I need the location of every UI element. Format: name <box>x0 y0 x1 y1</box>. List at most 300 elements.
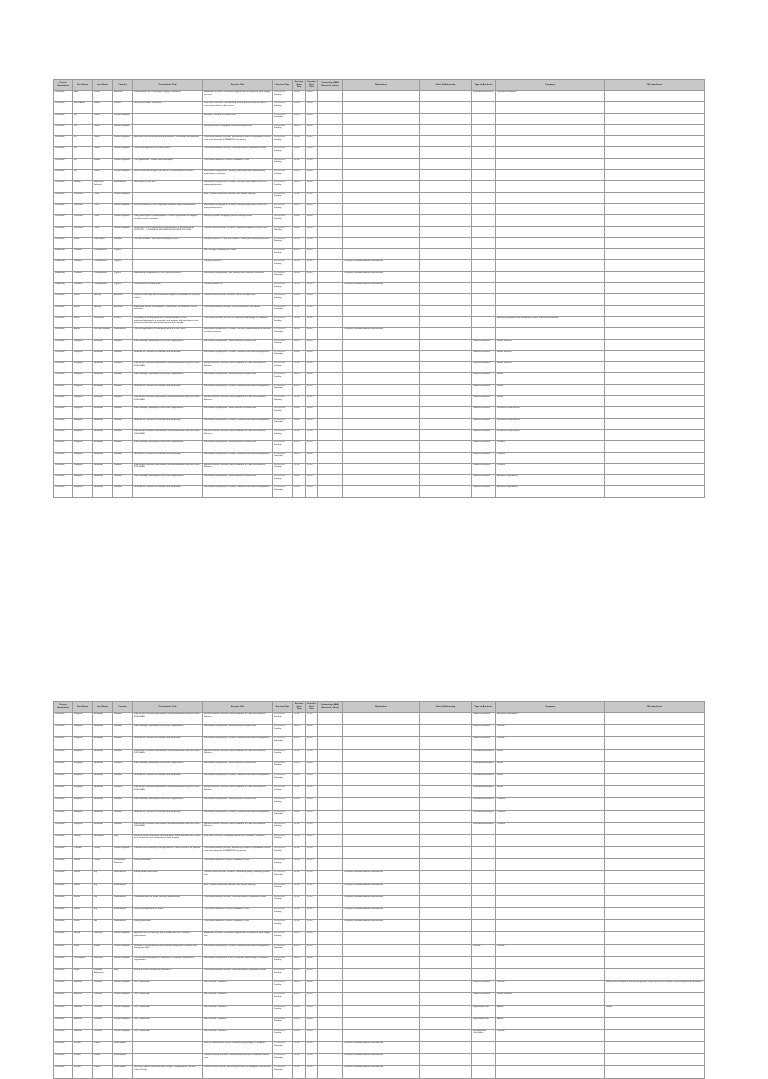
table-cell: 11:30 <box>293 237 306 248</box>
table-cell: Ely <box>93 895 113 907</box>
table-cell: Educational symposium - Birth Nutrition in whole fund <box>203 407 273 418</box>
table-cell: Baxter will be limited to discussing general clinical practice in relation to post-implantation guidance <box>605 981 705 993</box>
table-cell: 09:00 <box>293 810 306 822</box>
table-cell <box>496 1054 605 1066</box>
table-cell <box>605 441 705 452</box>
table-cell: Concurrent SAGENS Clinical Paediatrics Care <box>203 908 273 920</box>
table-cell: 17-10-2022 Saturday <box>273 1066 293 1078</box>
table-cell: 09:00 <box>306 294 318 305</box>
table-cell: Moderator <box>54 249 73 260</box>
table-cell <box>343 158 420 169</box>
table-cell: 16-10-2022 Sunday <box>273 883 293 895</box>
table-cell: Concurrent SAGENS Clinical Paediatrics Care <box>203 920 273 932</box>
table-cell: 09:30 <box>306 91 318 102</box>
table-cell: Plenary session IV: Join our children - share your following success <box>203 237 273 248</box>
table-cell: Family Education <box>133 920 203 932</box>
table-cell: 11:30 <box>306 429 318 440</box>
table-row <box>54 1005 705 1017</box>
table-cell: 09:00 <box>293 350 306 361</box>
table-cell: 09:00 <box>293 981 306 993</box>
table-row <box>54 761 705 773</box>
column-header: First Name <box>73 702 93 713</box>
table-cell: Presenter <box>54 294 73 305</box>
table-cell <box>496 192 605 203</box>
table-cell: 17-10-2022 Saturday <box>273 773 293 785</box>
column-header: Last Name <box>93 80 113 91</box>
table-cell <box>605 91 705 102</box>
table-cell <box>472 226 496 237</box>
table-cell <box>318 993 343 1005</box>
table-cell <box>318 871 343 883</box>
table-cell <box>420 1054 472 1066</box>
table-cell <box>343 1017 420 1029</box>
table-cell: 16-10-2022 Sunday <box>273 761 293 773</box>
table-cell: Clinical implications of changing practice in the Dutch <box>133 328 203 339</box>
table-cell <box>420 773 472 785</box>
table-cell: 11:30 <box>306 1042 318 1054</box>
table-cell: 16-10-2022 Sunday <box>273 441 293 452</box>
table-cell <box>318 339 343 350</box>
table-row <box>54 316 705 327</box>
table-cell: 11:30 <box>306 237 318 248</box>
table-cell: General Business <box>472 981 496 993</box>
table-cell: United Kingdom <box>113 993 133 1005</box>
table-cell: Parental free Enhancing nursing practice - Brief research for parents <box>133 847 203 859</box>
table-row <box>54 452 705 463</box>
table-row <box>54 215 705 226</box>
table-header-row <box>54 80 705 91</box>
table-cell <box>420 316 472 327</box>
table-cell: United Kingdom <box>113 192 133 203</box>
table-cell: 16-10-2022 Sunday <box>273 834 293 846</box>
table-cell: Bramaldi <box>93 463 113 474</box>
table-cell: 09:00 <box>293 956 306 968</box>
table-cell: Bramaldi <box>93 749 113 761</box>
table-cell: 16-10-2022 Sunday <box>273 362 293 373</box>
table-cell: Educational symposium - Birth Nutrition in whole fund <box>203 761 273 773</box>
table-cell <box>472 1066 496 1078</box>
table-cell: Nicole <box>73 932 93 944</box>
table-cell: Netherlands <box>113 895 133 907</box>
table-cell: 16-10-2022 Sunday <box>273 429 293 440</box>
table-cell: 09:00 <box>306 384 318 395</box>
table-cell: Ausnutria Ingredients <box>496 475 605 486</box>
table-cell <box>343 170 420 181</box>
table-cell: Plenary session VII <box>203 283 273 294</box>
table-cell: Educational symposium: SOBER: Nutrition and Infant Management <box>203 384 273 395</box>
table-cell: Dillabaly Aliganzuy <box>93 968 113 980</box>
table-cell: Bramaldi <box>93 441 113 452</box>
table-cell <box>318 158 343 169</box>
table-cell <box>605 215 705 226</box>
table-cell: 11:00 <box>293 859 306 871</box>
table-cell: United Kingdom <box>113 124 133 135</box>
table-cell: 09:00 <box>293 1017 306 1029</box>
table-cell: Infant feeding: advantages and future supplements? <box>133 339 203 350</box>
table-cell: Cauhana Sharaburu Athina Kamilitsivaki <box>343 871 420 883</box>
table-cell: Presenter <box>54 932 73 944</box>
table-cell: Australia <box>113 294 133 305</box>
table-cell: Intervention nutrition requirements and determination from the WHO, ESPGHAN <box>133 429 203 440</box>
table-cell: Assessor free Enhancing nursing practice - evaluation and portfolio <box>133 136 203 147</box>
table-cell <box>318 316 343 327</box>
table-cell: 11:00 <box>293 316 306 327</box>
table-cell <box>420 192 472 203</box>
table-cell <box>472 859 496 871</box>
table-cell: Benefit research Session: Birth Feedback in Peds and Nutrition Balance <box>203 786 273 798</box>
table-cell: Bramaldi <box>93 373 113 384</box>
table-cell: United Kingdom <box>113 847 133 859</box>
table-cell: GIFT Immersion <box>133 1029 203 1041</box>
table-cell: Concurrent SAGENS Clinical Paediatrics Care <box>203 859 273 871</box>
table-cell <box>318 147 343 158</box>
table-cell: Presenter <box>54 944 73 956</box>
table-cell <box>496 908 605 920</box>
table-cell <box>420 158 472 169</box>
table-cell: 09:00 <box>293 486 306 497</box>
table-cell: Netherlands <box>113 328 133 339</box>
table-row <box>54 441 705 452</box>
table-cell: 11:30 <box>306 283 318 294</box>
table-cell <box>605 737 705 749</box>
table-cell: 11:00 <box>306 192 318 203</box>
table-cell <box>420 260 472 271</box>
table-cell: 16-10-2022 Sunday <box>273 181 293 192</box>
table-cell <box>605 932 705 944</box>
table-cell: Italy <box>113 968 133 980</box>
table-cell <box>496 147 605 158</box>
table-cell: Presenter <box>54 396 73 407</box>
table-cell <box>318 226 343 237</box>
table-cell: Sweden <box>113 384 133 395</box>
table-cell: General Business <box>472 452 496 463</box>
column-header: Type of Business <box>472 80 496 91</box>
table-cell: When to pursue and when to discontinue: when intensive care ,when to re-invent the new innovation of fetal surgery <box>133 834 203 846</box>
table-cell: United Kingdom <box>113 956 133 968</box>
table-cell: Presenter <box>54 124 73 135</box>
table-cell: 09:00 <box>293 1029 306 1041</box>
table-cell: Intervention nutrition requirements and determination from the WHO, ESPGHAN <box>133 463 203 474</box>
table-cell: Infant feeding: advantages and future supplements? <box>133 725 203 737</box>
table-cell <box>496 968 605 980</box>
table-cell: Bell Session: Pediatrics <box>203 993 273 1005</box>
table-cell: Presenter <box>54 136 73 147</box>
table-cell <box>472 102 496 113</box>
table-cell <box>318 773 343 785</box>
table-cell: Educational symposium: SOBER: Nutrition and Infant Management <box>203 773 273 785</box>
table-cell: Marghae <box>73 407 93 418</box>
column-header: Other Relationship <box>420 702 472 713</box>
table-cell: Cauhana Sharaburu Athina Kamilitsivaki <box>343 328 420 339</box>
table-cell <box>605 203 705 214</box>
table-cell: 09:00 <box>306 452 318 463</box>
table-cell: Prolacta <box>496 463 605 474</box>
table-cell: 16-10-2022 Sunday <box>273 859 293 871</box>
table-cell <box>605 1066 705 1078</box>
table-cell: GIFT Immersion <box>133 981 203 993</box>
table-cell: 09:00 <box>293 944 306 956</box>
table-cell: Feasibility of dosing protocol & Pharmacokinetic of the amikacin/tobramycin in neonates and preterm with gentamicin and premature-fed trials with extremely low birth weight <box>133 316 203 327</box>
table-cell <box>420 271 472 282</box>
table-cell <box>605 362 705 373</box>
table-cell: Bramaldi <box>93 362 113 373</box>
table-cell: 10:30 <box>306 147 318 158</box>
table-cell: 09:00 <box>306 968 318 980</box>
table-cell: Educational symposium: SOBER: Nursing Baby Stress Focus on integrated practice <box>203 203 273 214</box>
table-cell: Yabatuo <box>73 271 93 282</box>
table-cell <box>420 124 472 135</box>
table-cell: Educational symposium - Birth Nutrition in whole fund <box>203 725 273 737</box>
table-cell <box>318 350 343 361</box>
table-cell <box>318 181 343 192</box>
table-cell <box>318 1005 343 1017</box>
table-cell: 11:30 <box>306 316 318 327</box>
table-cell <box>605 418 705 429</box>
table-cell <box>318 396 343 407</box>
table-cell <box>343 761 420 773</box>
table-cell <box>343 294 420 305</box>
table-cell <box>605 136 705 147</box>
table-cell: Presenter <box>54 810 73 822</box>
table-cell: 11:30 <box>306 260 318 271</box>
table-cell: Lactalis <box>496 1029 605 1041</box>
table-cell: 09:00 <box>293 418 306 429</box>
table-cell: Infant feeding: advantages and future supplements? <box>133 407 203 418</box>
table-cell: 11:00 <box>293 749 306 761</box>
table-cell: 11:30 <box>306 908 318 920</box>
table-cell: Presenter <box>54 147 73 158</box>
table-cell: Presenter <box>54 993 73 1005</box>
table-cell: Presenter <box>54 181 73 192</box>
table-cell: Concurrent plenary session: Enhancing research in paediatric critical care and maternity SUMMATIVE of practice <box>203 136 273 147</box>
table-cell <box>472 113 496 124</box>
table-cell: Concurrent plenary session: Communication in paediatric health <box>203 147 273 158</box>
table-cell <box>318 883 343 895</box>
table-cell <box>605 158 705 169</box>
table-cell: 09:00 <box>293 407 306 418</box>
table-cell: Cauhana Sharaburu Athina Kamilitsivaki <box>343 920 420 932</box>
column-header: Country <box>113 80 133 91</box>
table-cell: Jones <box>93 124 113 135</box>
table-cell: Ausnutria Ingredients <box>496 713 605 725</box>
table-cell <box>318 237 343 248</box>
table-cell: Nutrition on Outcome of Nutrition and Innovation <box>133 810 203 822</box>
table-cell: Presenter <box>54 883 73 895</box>
table-cell <box>420 847 472 859</box>
table-cell <box>605 968 705 980</box>
table-cell: General Business <box>472 339 496 350</box>
table-cell <box>605 452 705 463</box>
table-cell: Innovation Medicine <box>496 91 605 102</box>
table-cell <box>343 932 420 944</box>
table-row <box>54 1017 705 1029</box>
table-cell <box>496 237 605 248</box>
table-cell: 17-10-2022 Monday <box>273 226 293 237</box>
table-cell: Netherlands <box>113 871 133 883</box>
table-row <box>54 1029 705 1041</box>
table-cell: 17-10-2022 Saturday <box>273 944 293 956</box>
table-cell: Nestle <box>496 786 605 798</box>
table-cell: 16-10-2022 Sunday <box>273 158 293 169</box>
table-cell: 11:00 <box>293 908 306 920</box>
table-cell: General Business <box>472 396 496 407</box>
table-cell <box>318 981 343 993</box>
table-cell <box>420 1029 472 1041</box>
table-cell <box>472 834 496 846</box>
table-cell <box>343 91 420 102</box>
table-cell: Communication for future Nursing Implemented <box>133 895 203 907</box>
table-cell: Infant feeding: advantages and future supplements? <box>133 441 203 452</box>
table-cell: Jacarda <box>93 993 113 1005</box>
table-cell: Goncharya <box>93 237 113 248</box>
table-cell: Investment/Research <box>472 749 496 761</box>
table-cell <box>420 384 472 395</box>
table-cell <box>318 384 343 395</box>
table-cell <box>605 786 705 798</box>
table-cell: 11:00 <box>306 834 318 846</box>
table-row <box>54 822 705 834</box>
table-cell: 17-10-2022 Saturday <box>273 305 293 316</box>
column-header: Session Title <box>203 80 273 91</box>
table-cell: Bramaldi <box>93 773 113 785</box>
table-cell <box>605 810 705 822</box>
table-cell: Sweden <box>113 749 133 761</box>
table-cell <box>420 328 472 339</box>
table-cell: 11:00 <box>293 871 306 883</box>
table-cell: 16-10-2022 Sunday <box>273 956 293 968</box>
table-cell: Sanliv <box>73 859 93 871</box>
table-cell: Ely <box>93 871 113 883</box>
table-cell: 09:00 <box>306 226 318 237</box>
table-row <box>54 373 705 384</box>
table-cell: 11:00 <box>293 834 306 846</box>
table-cell <box>605 956 705 968</box>
table-cell: Sanliv <box>73 883 93 895</box>
table-cell <box>605 1029 705 1041</box>
table-row <box>54 362 705 373</box>
table-cell <box>605 237 705 248</box>
table-cell: The overall development of Neonatal & Perinatal collaborative registrations <box>133 956 203 968</box>
table-cell <box>472 1054 496 1066</box>
table-cell <box>472 908 496 920</box>
table-cell <box>472 260 496 271</box>
table-cell <box>605 834 705 846</box>
table-cell: Sweden <box>113 407 133 418</box>
column-header: Session Title <box>203 702 273 713</box>
table-cell: Coalquenosa <box>93 271 113 282</box>
table-cell: Lucianne <box>73 192 93 203</box>
table-row <box>54 294 705 305</box>
table-cell: IMSCN evidence in the respiratory complex stage development <box>133 203 203 214</box>
table-cell: Plenary session VI <box>203 260 273 271</box>
table-cell: Cutay <box>93 859 113 871</box>
table-cell <box>605 396 705 407</box>
table-cell <box>318 441 343 452</box>
table-cell <box>318 113 343 124</box>
table-cell: 11:30 <box>293 283 306 294</box>
table-cell: Trout <box>93 215 113 226</box>
table-cell: 09:00 <box>293 773 306 785</box>
table-cell: Marghae <box>73 429 93 440</box>
table-cell: Netherlands <box>113 920 133 932</box>
table-cell: 09:00 <box>306 944 318 956</box>
table-cell: Bramaldi <box>93 810 113 822</box>
table-cell: 16-10-2022 Sunday <box>273 895 293 907</box>
table-row <box>54 147 705 158</box>
table-cell: 16-10-2022 Sunday <box>273 1017 293 1029</box>
table-cell: GIFT Immersion <box>133 1005 203 1017</box>
table-row <box>54 124 705 135</box>
table-cell: GIFT Immersion <box>133 1017 203 1029</box>
table-cell: 11:30 <box>306 786 318 798</box>
table-cell: Infant feeding: advantages and future supplements? <box>133 798 203 810</box>
table-cell: Presenter <box>54 908 73 920</box>
table-row <box>54 749 705 761</box>
table-cell: Abbott <box>496 1017 605 1029</box>
table-cell <box>318 932 343 944</box>
table-cell <box>420 786 472 798</box>
table-row <box>54 158 705 169</box>
table-cell <box>318 271 343 282</box>
table-cell: Investment/Research <box>472 822 496 834</box>
table-cell: 11:00 <box>293 883 306 895</box>
table-cell: Cyprus <box>113 249 133 260</box>
table-cell: 11:00 <box>306 883 318 895</box>
table-cell: Educational symposium: Nursing, Educating and Implementing innovations in practice <box>203 170 273 181</box>
table-row <box>54 102 705 113</box>
table-cell <box>420 215 472 226</box>
table-row <box>54 871 705 883</box>
table-cell: 08:00 <box>306 181 318 192</box>
table-row <box>54 305 705 316</box>
table-cell: Intervention nutrition requirements and determination from the WHO, ESPGHAN <box>133 786 203 798</box>
table-cell <box>605 170 705 181</box>
table-cell <box>605 192 705 203</box>
table-cell: 16-10-2022 Sunday <box>273 798 293 810</box>
table-cell <box>605 260 705 271</box>
table-cell: 11:30 <box>293 260 306 271</box>
table-cell <box>496 260 605 271</box>
table-cell <box>343 452 420 463</box>
column-header: Session Start Time <box>293 80 306 91</box>
table-cell: Cauhana Sharaburu Athina Kamilitsivaki <box>343 283 420 294</box>
table-cell: Prolacta <box>496 452 605 463</box>
table-cell: Bell Session: Pediatrics <box>203 1017 273 1029</box>
table-cell <box>318 956 343 968</box>
table-cell: Presenter <box>54 773 73 785</box>
table-cell: United Kingdom <box>113 932 133 944</box>
table-cell <box>343 215 420 226</box>
table-cell <box>496 956 605 968</box>
table-cell <box>318 1066 343 1078</box>
table-cell <box>605 1017 705 1029</box>
table-row <box>54 113 705 124</box>
table-cell: Marghae <box>73 452 93 463</box>
table-cell <box>605 822 705 834</box>
table-cell: Presenter <box>54 362 73 373</box>
table-cell: 16-10-2022 Sunday <box>273 124 293 135</box>
table-cell <box>472 1042 496 1054</box>
table-cell: Presenter <box>54 822 73 834</box>
table-cell: Presenter <box>54 981 73 993</box>
column-header: Ownership (HBA Research, other) <box>318 80 343 91</box>
table-cell: Fresenius Kabi/Nutricia <box>496 407 605 418</box>
table-cell: Sweden <box>113 713 133 725</box>
table-cell: 16-10-2022 Monday <box>273 396 293 407</box>
table-cell: 11:00 <box>306 847 318 859</box>
table-cell <box>605 993 705 1005</box>
table-cell: Moderator <box>54 271 73 282</box>
